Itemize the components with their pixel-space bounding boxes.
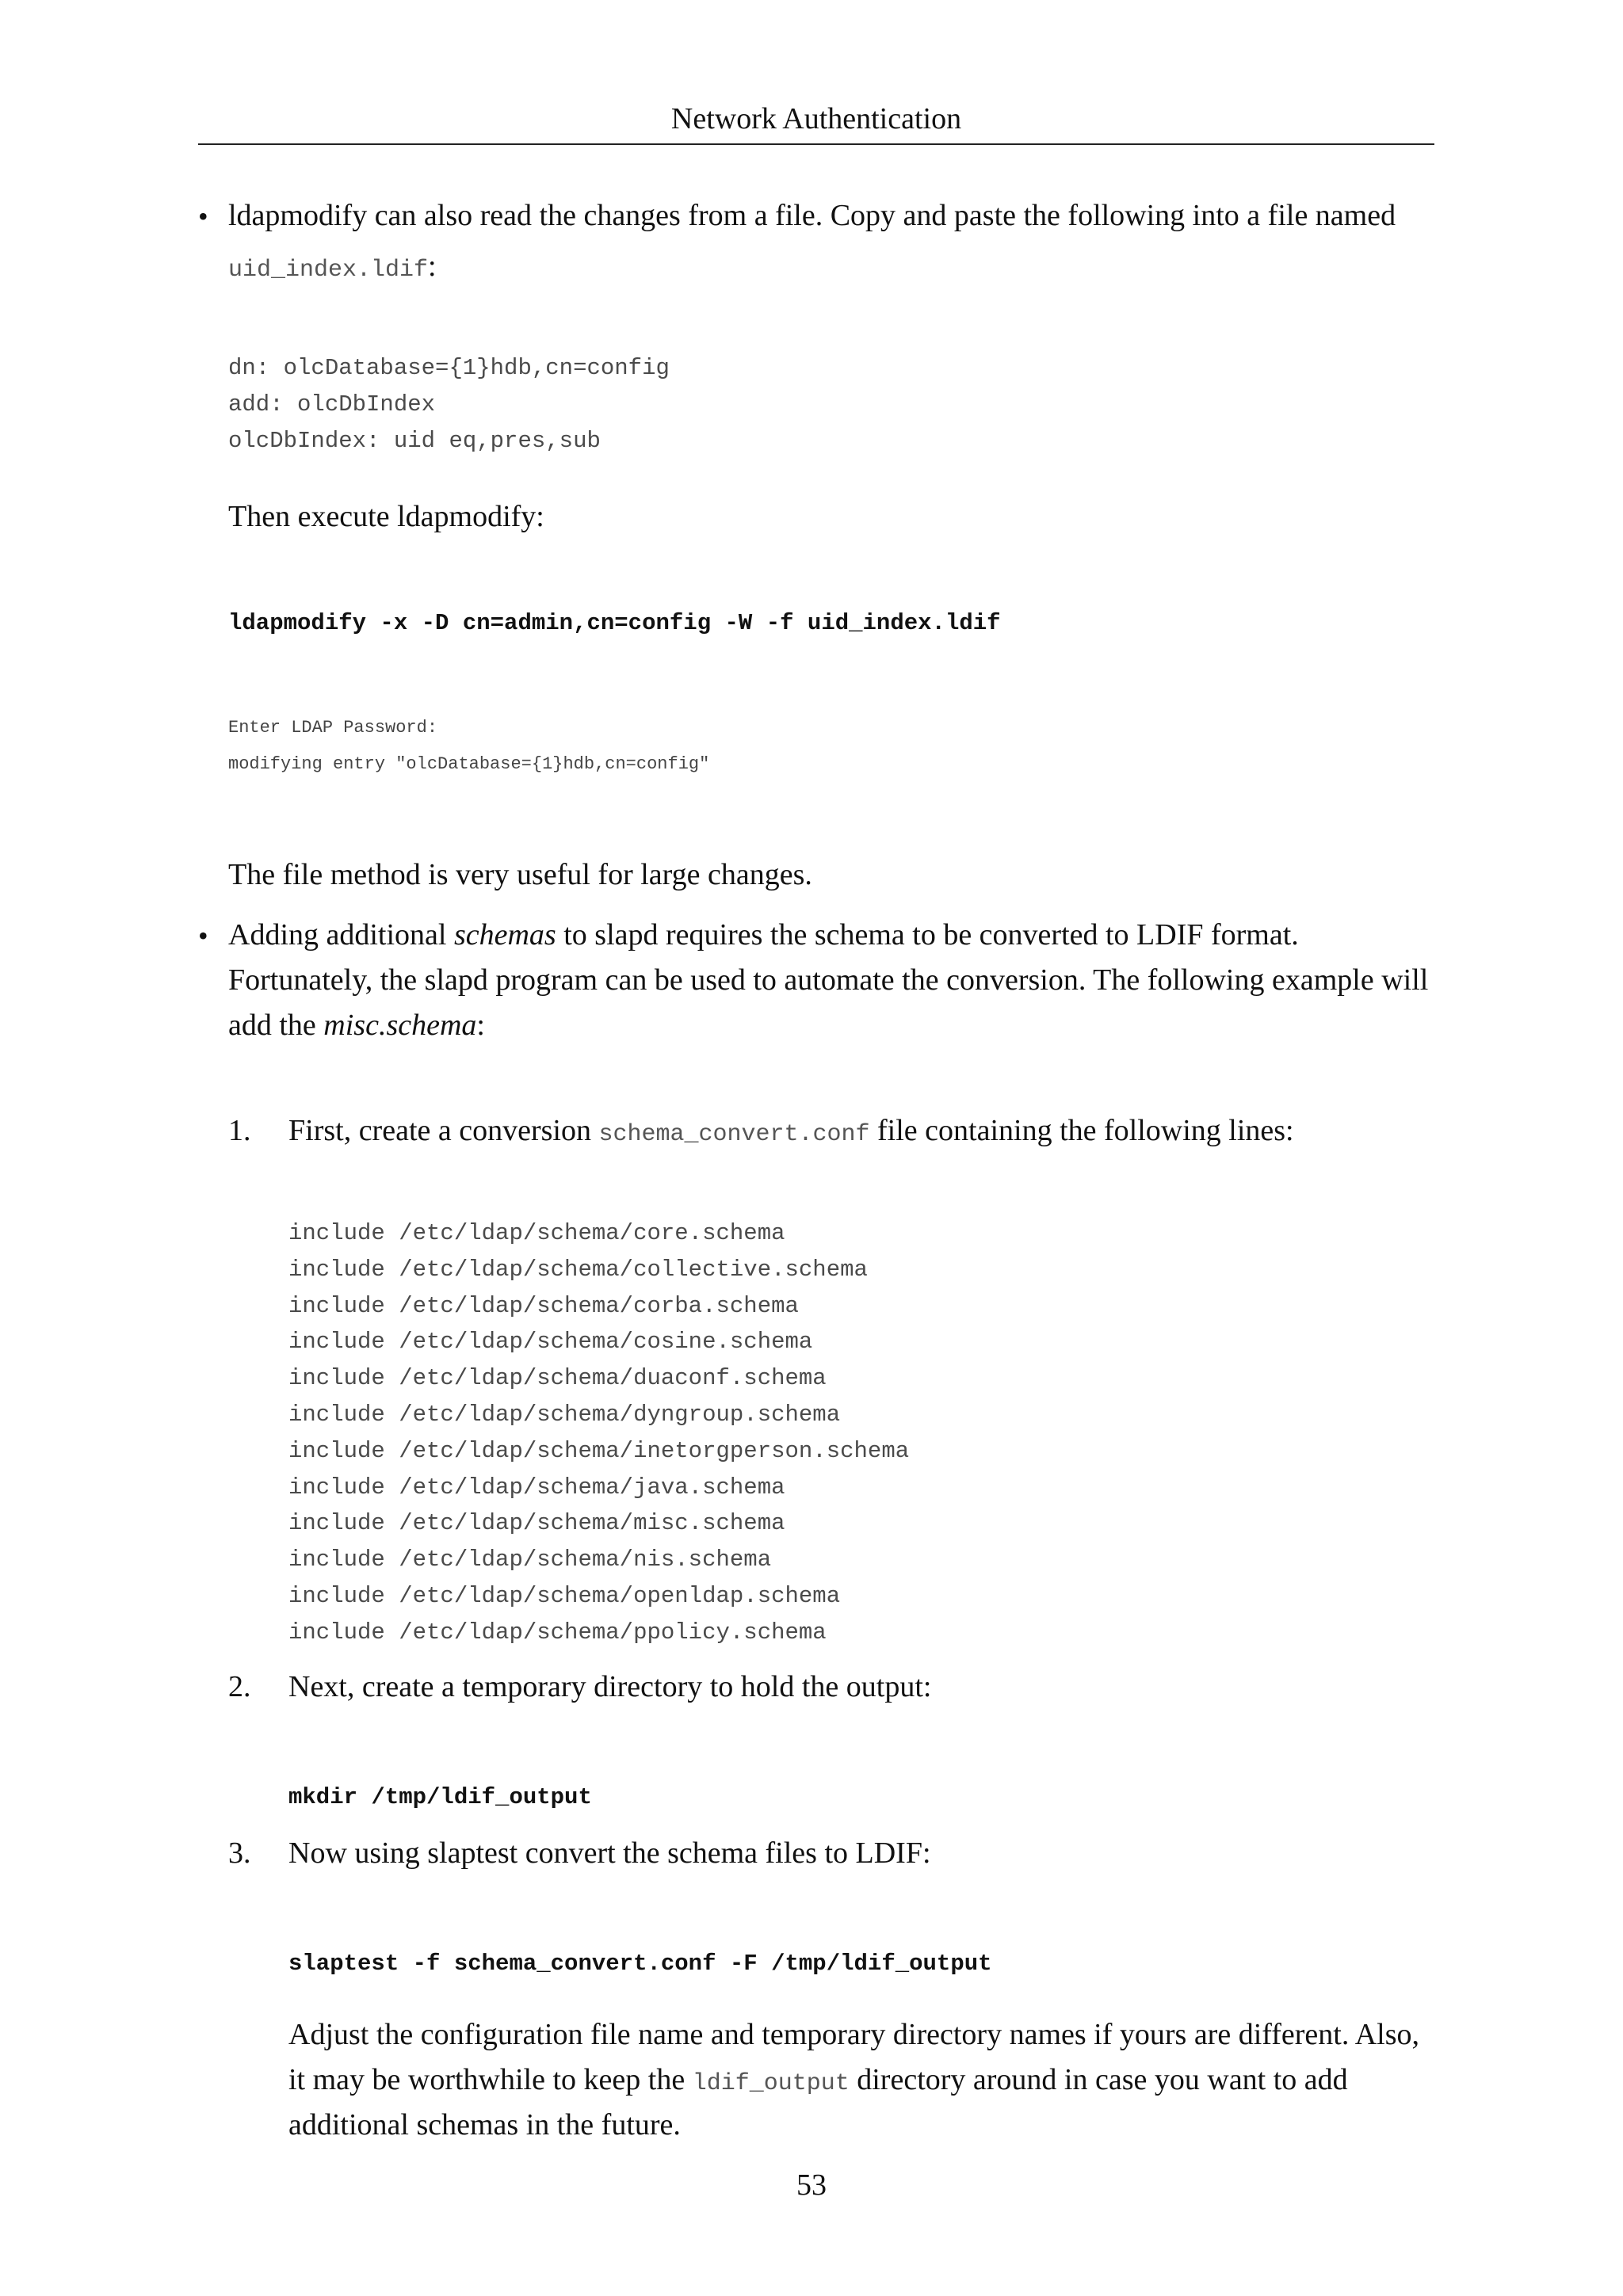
step3-text: Now using slaptest convert the schema files to LDIF: xyxy=(288,1836,931,1870)
step-number: 3. xyxy=(228,1836,251,1870)
include-line: include /etc/ldap/schema/java.schema xyxy=(288,1474,785,1501)
note-line2-after: directory around in case you want to add xyxy=(849,2063,1348,2096)
include-line: include /etc/ldap/schema/inetorgperson.schema xyxy=(288,1438,910,1464)
include-line: include /etc/ldap/schema/corba.schema xyxy=(288,1293,799,1319)
mkdir-command: mkdir /tmp/ldif_output xyxy=(288,1784,592,1810)
step3-note-line3: additional schemas in the future. xyxy=(288,2108,681,2142)
misc-schema-italic: misc.schema xyxy=(323,1009,477,1042)
then-execute-text: Then execute ldapmodify: xyxy=(228,500,544,533)
file-method-text: The file method is very useful for large changes. xyxy=(228,858,812,891)
slaptest-command: slaptest -f schema_convert.conf -F /tmp/ldif_output xyxy=(288,1951,992,1977)
step-number: 2. xyxy=(228,1670,251,1703)
ldif-line: dn: olcDatabase={1}hdb,cn=config xyxy=(228,355,670,381)
include-line: include /etc/ldap/schema/ppolicy.schema xyxy=(288,1619,827,1646)
ldif-line: add: olcDbIndex xyxy=(228,391,436,418)
ldapmodify-command: ldapmodify -x -D cn=admin,cn=config -W -f uid_index.ldif xyxy=(228,610,1001,636)
filename-uid-index: uid_index.ldif xyxy=(228,257,429,284)
bullet-marker: • xyxy=(198,920,208,952)
note-line2-before: it may be worthwhile to keep the xyxy=(288,2063,693,2096)
output-line: Enter LDAP Password: xyxy=(228,718,438,738)
bullet2-line3-before: add the xyxy=(228,1009,324,1042)
schemas-italic: schemas xyxy=(453,918,556,952)
step1-text xyxy=(288,1113,1294,1148)
bullet1-filename-line xyxy=(228,249,437,284)
include-line: include /etc/ldap/schema/misc.schema xyxy=(288,1510,785,1536)
ldif-output-dirname: ldif_output xyxy=(692,2070,850,2097)
bullet2-line2: Fortunately, the slapd program can be used to automate the conversion. The following example will xyxy=(228,963,1429,997)
filename-colon: : xyxy=(428,250,437,283)
include-line: include /etc/ldap/schema/nis.schema xyxy=(288,1547,772,1573)
bullet2-line1 xyxy=(228,917,1299,952)
include-line: include /etc/ldap/schema/duaconf.schema xyxy=(288,1365,827,1391)
bullet1-text: ldapmodify can also read the changes from a file. Copy and paste the following into a file named xyxy=(228,199,1396,232)
include-line: include /etc/ldap/schema/core.schema xyxy=(288,1220,785,1246)
include-line: include /etc/ldap/schema/collective.schema xyxy=(288,1257,868,1283)
step3-note-line2 xyxy=(288,2062,1348,2097)
bullet-marker: • xyxy=(198,200,208,232)
step-number: 1. xyxy=(228,1114,251,1147)
include-line: include /etc/ldap/schema/dyngroup.schema xyxy=(288,1402,841,1428)
output-line: modifying entry "olcDatabase={1}hdb,cn=config" xyxy=(228,754,710,774)
page-number: 53 xyxy=(796,2168,827,2202)
bullet2-line3-after: : xyxy=(476,1009,485,1042)
step1-text-after: file containing the following lines: xyxy=(869,1114,1294,1147)
include-line: include /etc/ldap/schema/cosine.schema xyxy=(288,1329,813,1355)
include-line: include /etc/ldap/schema/openldap.schema xyxy=(288,1583,841,1609)
step2-text: Next, create a temporary directory to hold the output: xyxy=(288,1670,932,1703)
header-rule xyxy=(198,143,1434,145)
step3-note-line1: Adjust the configuration file name and temporary directory names if yours are different. Also, xyxy=(288,2018,1420,2051)
ldif-line: olcDbIndex: uid eq,pres,sub xyxy=(228,428,601,454)
bullet2-line1-before: Adding additional xyxy=(228,918,454,952)
step1-text-before: First, create a conversion xyxy=(288,1114,599,1147)
schema-convert-filename: schema_convert.conf xyxy=(598,1121,870,1148)
bullet2-line1-after: to slapd requires the schema to be converted to LDIF format. xyxy=(556,918,1299,952)
running-header: Network Authentication xyxy=(670,102,962,135)
bullet2-line3 xyxy=(228,1008,485,1043)
